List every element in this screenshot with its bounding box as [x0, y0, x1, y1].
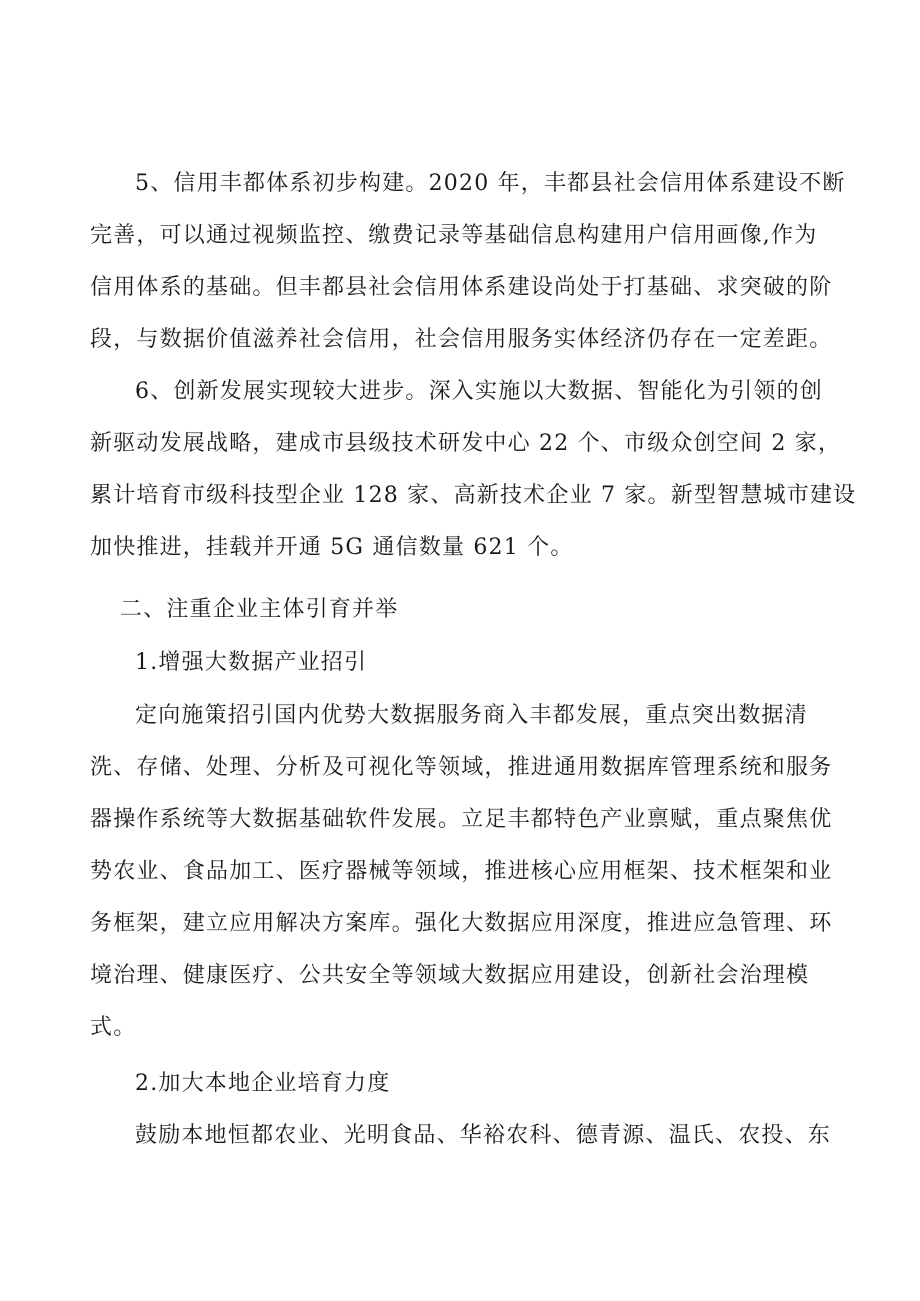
paragraph-6-line-1: 6、创新发展实现较大进步。深入实施以大数据、智能化为引领的创: [135, 379, 823, 404]
subheading-2: 2.加大本地企业培育力度: [135, 1071, 391, 1096]
paragraph-6-line-2: 新驱动发展战略，建成市县级技术研发中心 22 个、市级众创空间 2 家，: [90, 431, 842, 456]
subheading-1: 1.增强大数据产业招引: [135, 650, 368, 675]
paragraph-1-line-3: 器操作系统等大数据基础软件发展。立足丰都特色产业禀赋，重点聚焦优: [90, 807, 833, 832]
paragraph-5-line-4: 段，与数据价值滋养社会信用，社会信用服务实体经济仍存在一定差距。: [90, 327, 833, 352]
paragraph-1-line-6: 境治理、健康医疗、公共安全等领域大数据应用建设，创新社会治理模: [90, 963, 810, 988]
section-heading: 二、注重企业主体引育并举: [120, 597, 399, 622]
paragraph-6-line-3: 累计培育市级科技型企业 128 家、高新技术企业 7 家。新型智慧城市建设: [90, 483, 857, 508]
paragraph-1-line-7: 式。: [90, 1015, 137, 1040]
paragraph-5-line-1: 5、信用丰都体系初步构建。2020 年，丰都县社会信用体系建设不断: [135, 171, 846, 196]
paragraph-1-line-1: 定向施策招引国内优势大数据服务商入丰都发展，重点突出数据清: [135, 703, 808, 728]
paragraph-5-line-2: 完善，可以通过视频监控、缴费记录等基础信息构建用户信用画像,作为: [90, 223, 818, 248]
paragraph-5-line-3: 信用体系的基础。但丰都县社会信用体系建设尚处于打基础、求突破的阶: [90, 275, 833, 300]
paragraph-1-line-4: 势农业、食品加工、医疗器械等领域，推进核心应用框架、技术框架和业: [90, 859, 833, 884]
paragraph-1-line-5: 务框架，建立应用解决方案库。强化大数据应用深度，推进应急管理、环: [90, 911, 833, 936]
paragraph-2-line-1: 鼓励本地恒都农业、光明食品、华裕农科、德青源、温氏、农投、东: [135, 1123, 832, 1148]
paragraph-1-line-2: 洗、存储、处理、分析及可视化等领域，推进通用数据库管理系统和服务: [90, 755, 833, 780]
paragraph-6-line-4: 加快推进，挂载并开通 5G 通信数量 621 个。: [90, 535, 574, 560]
